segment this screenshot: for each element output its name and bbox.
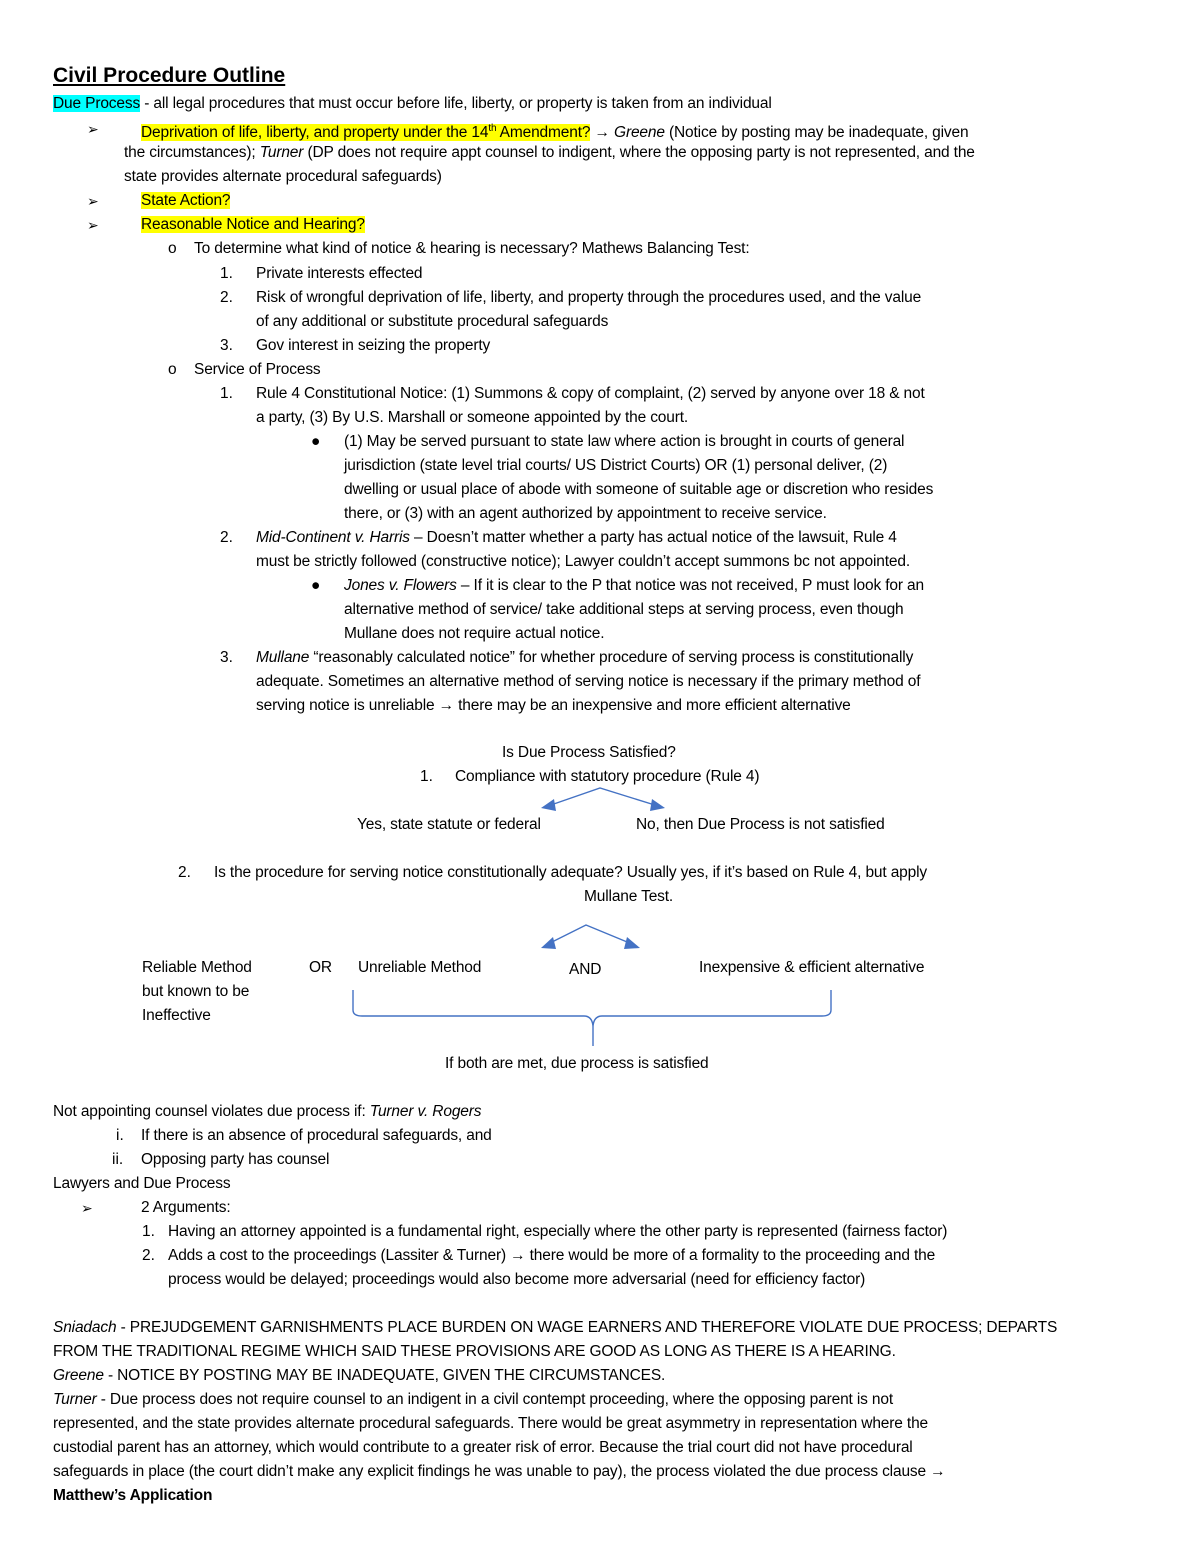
argument-2-line1: Adds a cost to the proceedings (Lassiter & Turner) → there would be more of a formality to the proceeding and the (168, 1247, 936, 1264)
curly-brace (353, 990, 831, 1026)
circle-bullet-icon: o (168, 361, 177, 378)
list-number: 1. (420, 768, 433, 785)
arguments-label: 2 Arguments: (141, 1199, 231, 1216)
list-number: 1. (220, 265, 233, 282)
split-arrow-1 (548, 788, 658, 806)
item-reasonable-notice: Reasonable Notice and Hearing? (141, 216, 365, 233)
item-deprivation: Deprivation of life, liberty, and property under the 14th Amendment? → Greene (Notice by posting may be inadequate, given (141, 123, 969, 142)
list-number: 2. (220, 529, 233, 546)
item-state-action: State Action? (141, 192, 231, 209)
greene-line: Greene - NOTICE BY POSTING MAY BE INADEQUATE, GIVEN THE CIRCUMSTANCES. (53, 1367, 666, 1384)
arrow-bullet-icon: ➢ (87, 217, 99, 233)
argument-1: Having an attorney appointed is a fundamental right, especially where the other party is represented (fairness factor) (168, 1223, 948, 1240)
due-process-term: Due Process (53, 95, 141, 112)
flow-yes: Yes, state statute or federal (357, 816, 541, 833)
mathews-factor-2-line2: of any additional or substitute procedural safeguards (256, 313, 609, 330)
turner-line4: safeguards in place (the court didn’t make any explicit findings he was unable to pay), the process violated the due process clause → (53, 1463, 946, 1480)
rule4-bullet-line1: (1) May be served pursuant to state law where action is brought in courts of general (344, 433, 905, 450)
counsel-item-1: If there is an absence of procedural safeguards, and (141, 1127, 492, 1144)
reliable-line1: Reliable Method (142, 959, 252, 976)
list-number: 2. (220, 289, 233, 306)
flow-step2-line2: Mullane Test. (584, 888, 674, 905)
turner-line1: Turner - Due process does not require counsel to an indigent in a civil contempt proceeding, where the opposing parent is not (53, 1391, 894, 1408)
argument-2-line2: process would be delayed; proceedings would also become more adversarial (need for efficiency factor) (168, 1271, 866, 1288)
jones-line2: alternative method of service/ take additional steps at serving process, even though (344, 601, 904, 618)
roman-number: ii. (112, 1151, 124, 1168)
turner-line3: custodial parent has an attorney, which would contribute to a greater risk of error. Because the trial court did not have procedural (53, 1439, 913, 1456)
rule4-line1: Rule 4 Constitutional Notice: (1) Summons & copy of complaint, (2) served by anyone over 18 & not (256, 385, 925, 402)
mullane-line3: serving notice is unreliable → there may be an inexpensive and more efficient alternative (256, 697, 851, 714)
mullane-line1: Mullane “reasonably calculated notice” for whether procedure of serving process is constitutionally (256, 649, 914, 666)
arrowhead-left-2 (541, 937, 556, 949)
sniadach-line2: FROM THE TRADITIONAL REGIME WHICH SAID THESE PROVISIONS ARE GOOD AS LONG AS THERE IS A HEARING. (53, 1343, 896, 1360)
flow-no: No, then Due Process is not satisfied (636, 816, 885, 833)
and-label: AND (569, 961, 602, 978)
counsel-intro: Not appointing counsel violates due process if: Turner v. Rogers (53, 1103, 482, 1120)
due-process-text: - all legal procedures that must occur before life, liberty, or property is taken from an individual (140, 95, 772, 112)
rule4-bullet-line3: dwelling or usual place of abode with someone of suitable age or discretion who resides (344, 481, 934, 498)
flow-step1: Compliance with statutory procedure (Rule 4) (455, 768, 760, 785)
turner-line2: represented, and the state provides alternate procedural safeguards. There would be great asymmetry in representation where the (53, 1415, 929, 1432)
lawyers-heading: Lawyers and Due Process (53, 1175, 231, 1192)
item-deprivation-line2: the circumstances); Turner (DP does not require appt counsel to indigent, where the opposing party is not represented, and the (124, 144, 975, 161)
mathews-factor-1: Private interests effected (256, 265, 423, 282)
mathews-intro: To determine what kind of notice & hearing is necessary? Mathews Balancing Test: (194, 240, 750, 257)
circle-bullet-icon: o (168, 240, 177, 257)
unreliable-label: Unreliable Method (358, 959, 482, 976)
deprivation-question: Deprivation of life, liberty, and property under the 14th Amendment? (141, 123, 591, 142)
list-number: 2. (142, 1247, 155, 1264)
arrow-bullet-icon: ➢ (87, 121, 99, 137)
arrowhead-right-2 (624, 937, 640, 949)
mid-continent-line2: must be strictly followed (constructive notice); Lawyer couldn’t accept summons bc not appointed. (256, 553, 910, 570)
split-arrow-2 (548, 925, 632, 944)
mid-continent-line1: Mid-Continent v. Harris – Doesn’t matter whether a party has actual notice of the lawsuit, Rule 4 (256, 529, 897, 546)
arrow-bullet-icon: ➢ (81, 1200, 93, 1216)
item-deprivation-line3: state provides alternate procedural safeguards) (124, 168, 442, 185)
arrowhead-left-1 (541, 799, 556, 811)
or-label: OR (309, 959, 332, 976)
list-number: 1. (142, 1223, 155, 1240)
mathews-factor-3: Gov interest in seizing the property (256, 337, 491, 354)
mullane-line2: adequate. Sometimes an alternative method of serving notice is necessary if the primary method of (256, 673, 921, 690)
arrow-bullet-icon: ➢ (87, 193, 99, 209)
list-number: 2. (178, 864, 191, 881)
roman-number: i. (116, 1127, 124, 1144)
sniadach-line1: Sniadach - PREJUDGEMENT GARNISHMENTS PLACE BURDEN ON WAGE EARNERS AND THEREFORE VIOLATE DUE PROCESS; DEPARTS (53, 1319, 1058, 1336)
dot-bullet-icon: ● (311, 433, 321, 450)
reliable-line3: Ineffective (142, 1007, 211, 1024)
counsel-item-2: Opposing party has counsel (141, 1151, 330, 1168)
service-heading: Service of Process (194, 361, 321, 378)
jones-line1: Jones v. Flowers – If it is clear to the P that notice was not received, P must look for an (344, 577, 924, 594)
list-number: 3. (220, 337, 233, 354)
turner-line5: Matthew’s Application (53, 1487, 213, 1504)
rule4-line2: a party, (3) By U.S. Marshall or someone appointed by the court. (256, 409, 689, 426)
inexpensive-label: Inexpensive & efficient alternative (699, 959, 925, 976)
flow-step2-line1: Is the procedure for serving notice constitutionally adequate? Usually yes, if it’s based on Rule 4, but apply (214, 864, 927, 881)
page-title: Civil Procedure Outline (53, 64, 286, 87)
both-met-label: If both are met, due process is satisfied (445, 1055, 709, 1072)
arrowhead-right-1 (650, 799, 665, 811)
mathews-factor-2: Risk of wrongful deprivation of life, liberty, and property through the procedures used, and the value (256, 289, 922, 306)
list-number: 1. (220, 385, 233, 402)
dot-bullet-icon: ● (311, 577, 321, 594)
flow-title: Is Due Process Satisfied? (502, 744, 676, 761)
list-number: 3. (220, 649, 233, 666)
rule4-bullet-line4: there, or (3) with an agent authorized by appointment to receive service. (344, 505, 827, 522)
rule4-bullet-line2: jurisdiction (state level trial courts/ US District Courts) OR (1) personal deliver, (2) (344, 457, 888, 474)
reliable-line2: but known to be (142, 983, 250, 1000)
jones-line3: Mullane does not require actual notice. (344, 625, 605, 642)
